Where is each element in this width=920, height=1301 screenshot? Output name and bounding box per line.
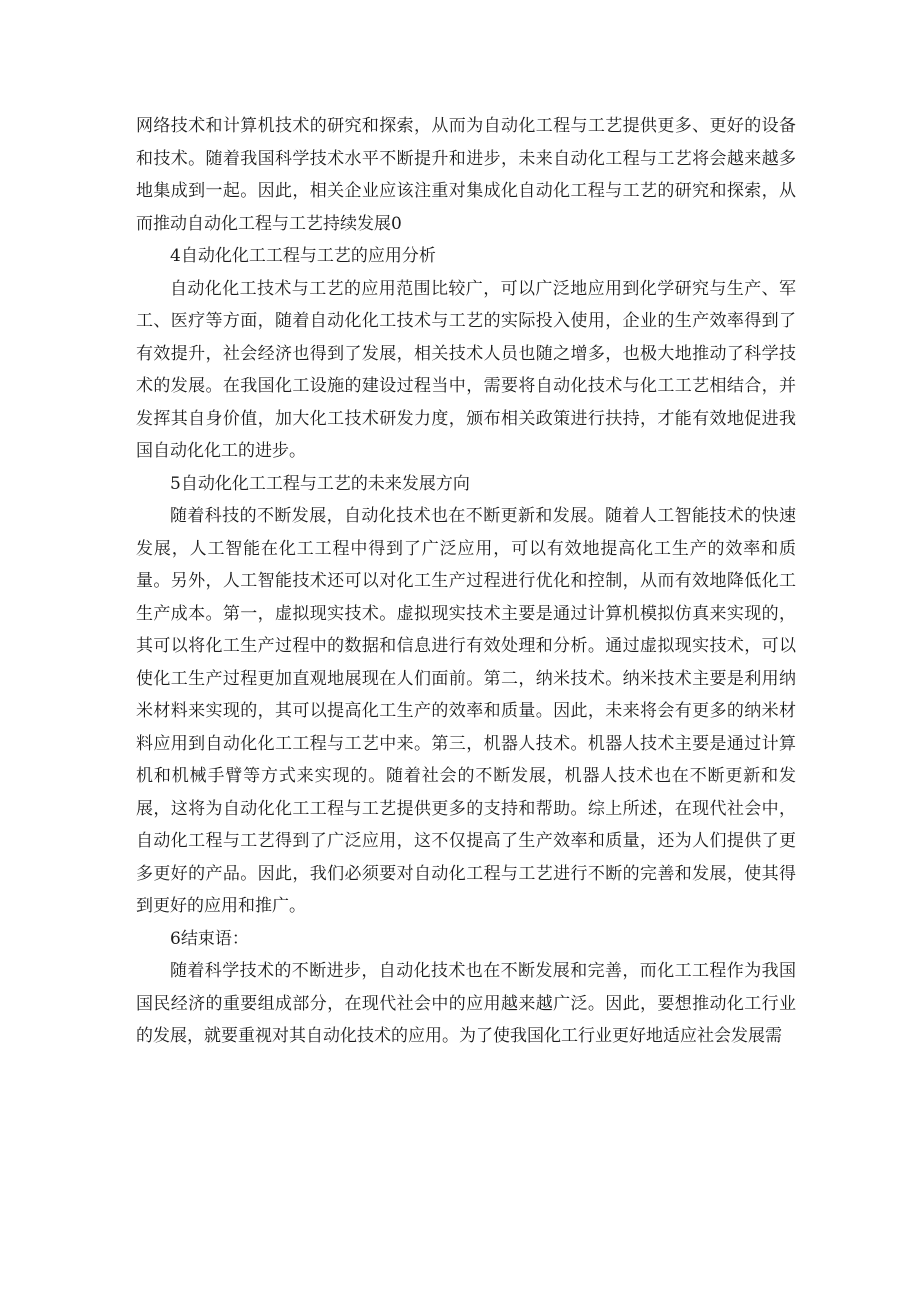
section-heading-4: 4自动化化工工程与工艺的应用分析: [170, 246, 436, 266]
section-heading-5: 5自动化化工工程与工艺的未来发展方向: [170, 473, 470, 494]
paragraph-section-6: 随着科学技术的不断进步，自动化技术也在不断发展和完善，而化工工程作为我国国民经济的重要组成部分，在现代社会中的应用越来越广泛。因此，要想推动化工行业的发展，就要重视对其自动化技术的应用。为了使我国化工行业更好地适应社会发展需: [136, 961, 796, 1046]
section-heading-6: 6结束语：: [170, 928, 249, 949]
paragraph-intro-continuation: 网络技术和计算机技术的研究和探索，从而为自动化工程与工艺提供更多、更好的设备和技术。随着我国科学技术水平不断提升和进步，未来自动化工程与工艺将会越来越多地集成到一起。因此，相关企业应该注重对集成化自动化工程与工艺的研究和探索，从而推动自动化工程与工艺持续发展0: [136, 116, 796, 234]
document-body: [136, 110, 796, 1053]
paragraph-section-4: 自动化化工技术与工艺的应用范围比较广，可以广泛地应用到化学研究与生产、军工、医疗等方面，随着自动化化工技术与工艺的实际投入使用，企业的生产效率得到了有效提升，社会经济也得到了发展，相关技术人员也随之增多，也极大地推动了科学技术的发展。在我国化工设施的建设过程当中，需要将自动化技术与化工工艺相结合，并发挥其自身价值，加大化工技术研发力度，颁布相关政策进行扶持，才能有效地促进我国自动化化工的进步。: [136, 278, 796, 461]
paragraph-section-5: 随着科技的不断发展，自动化技术也在不断更新和发展。随着人工智能技术的快速发展，人工智能在化工工程中得到了广泛应用，可以有效地提高化工生产的效率和质量。另外，人工智能技术还可以对化工生产过程进行优化和控制，从而有效地降低化工生产成本。第一，虚拟现实技术。虚拟现实技术主要是通过计算机模拟仿真来实现的，其可以将化工生产过程中的数据和信息进行有效处理和分析。通过虚拟现实技术，可以使化工生产过程更加直观地展现在人们面前。第二，纳米技术。纳米技术主要是利用纳米材料来实现的，其可以提高化工生产的效率和质量。因此，未来将会有更多的纳米材料应用到自动化化工工程与工艺中来。第三，机器人技术。机器人技术主要是通过计算机和机械手臂等方式来实现的。随着社会的不断发展，机器人技术也在不断更新和发展，这将为自动化化工工程与工艺提供更多的支持和帮助。综上所述，在现代社会中，自动化工程与工艺得到了广泛应用，这不仅提高了生产效率和质量，还为人们提供了更多更好的产品。因此，我们必须要对自动化工程与工艺进行不断的完善和发展，使其得到更好的应用和推广。: [136, 506, 796, 916]
